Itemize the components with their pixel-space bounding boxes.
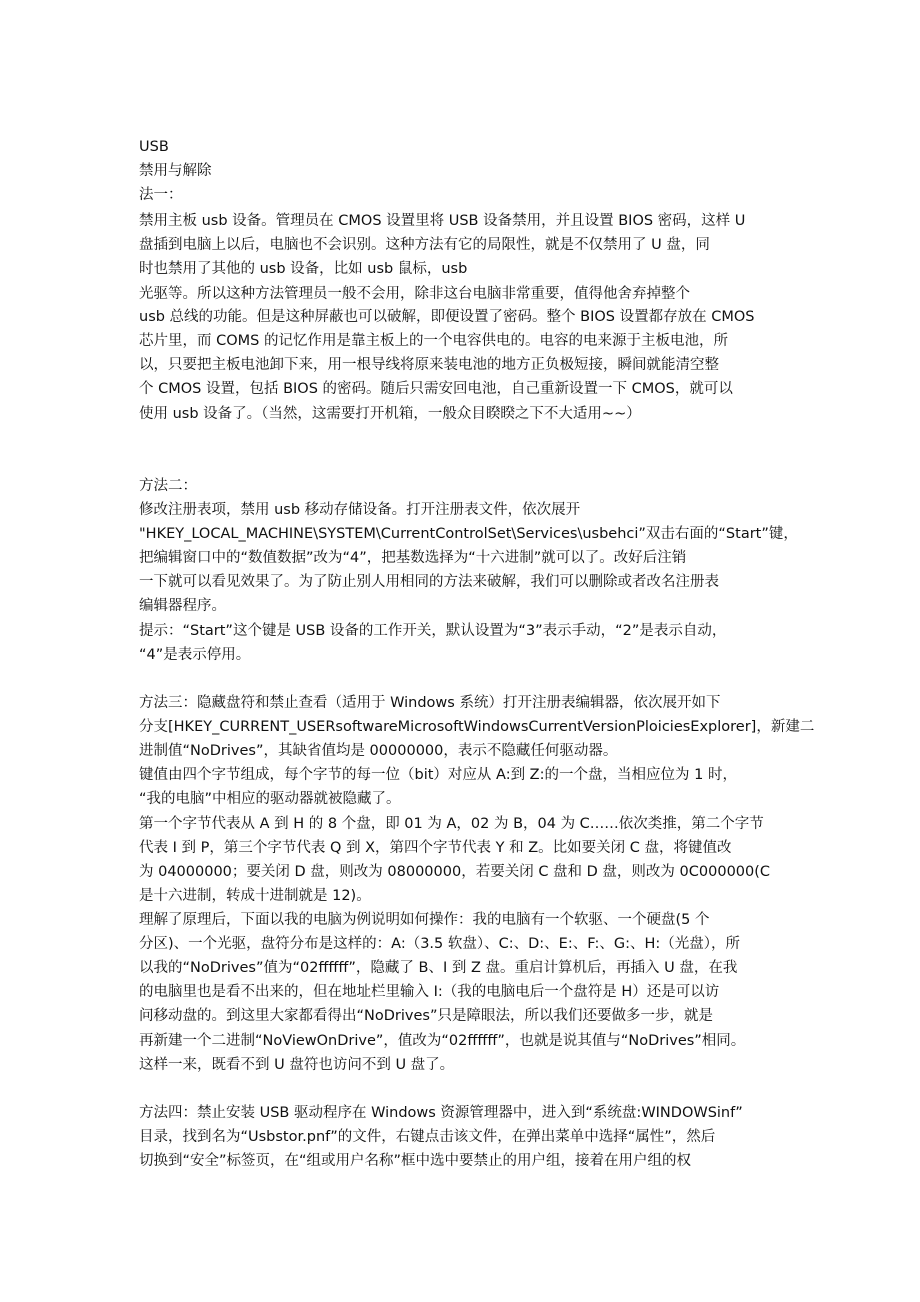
method3-line: 键值由四个字节组成，每个字节的每一位（bit）对应从 A:到 Z:的一个盘，当相应位为 1 时，: [139, 767, 737, 783]
method2-line: "HKEY_LOCAL_MACHINE\SYSTEM\CurrentControlSet\Services\usbehci”双击右面的“Start”键，: [139, 526, 798, 542]
method3-line: 问移动盘的。到这里大家都看得出“NoDrives”只是障眼法，所以我们还要做多一步，就是: [139, 1008, 713, 1024]
method1-line: 以，只要把主板电池卸下来，用一根导线将原来装电池的地方正负极短接，瞬间就能清空整: [139, 357, 719, 373]
method3-line: 为 04000000；要关闭 D 盘，则改为 08000000，若要关闭 C 盘和 D 盘，则改为 0C000000(C: [139, 864, 771, 880]
method1-heading: 法一：: [139, 187, 183, 203]
method1-line: 时也禁用了其他的 usb 设备，比如 usb 鼠标，usb: [139, 261, 468, 277]
method3-line: 理解了原理后，下面以我的电脑为例说明如何操作：我的电脑有一个软驱、一个硬盘(5 个: [139, 912, 710, 928]
method1-line: 禁用主板 usb 设备。管理员在 CMOS 设置里将 USB 设备禁用，并且设置 BIOS 密码，这样 U: [139, 213, 746, 229]
method1-line: 使用 usb 设备了。（当然，这需要打开机箱，一般众目睽睽之下不大适用~~）: [139, 406, 641, 422]
method3-line: 以我的“NoDrives”值为“02ffffff”，隐藏了 B、I 到 Z 盘。重启计算机后，再插入 U 盘，在我: [139, 960, 738, 976]
title-line: USB: [139, 139, 169, 155]
method1-line: usb 总线的功能。但是这种屏蔽也可以破解，即便设置了密码。整个 BIOS 设置都存放在 CMOS: [139, 309, 755, 325]
method3-line: 的电脑里也是看不出来的，但在地址栏里输入 I:（我的电脑电后一个盘符是 H）还是可以访: [139, 984, 720, 1000]
method4-line: 切换到“安全”标签页，在“组或用户名称”框中选中要禁止的用户组，接着在用户组的权: [139, 1153, 692, 1169]
method3-line: 再新建一个二进制“NoViewOnDrive”，值改为“02ffffff”，也就是说其值与“NoDrives”相同。: [139, 1033, 746, 1049]
method2-line: 把编辑窗口中的“数值数据”改为“4”，把基数选择为“十六进制”就可以了。改好后注销: [139, 550, 687, 566]
method1-line: 光驱等。所以这种方法管理员一般不会用，除非这台电脑非常重要，值得他舍弃掉整个: [139, 286, 690, 302]
title-line: 禁用与解除: [139, 163, 212, 179]
method3-line: 第一个字节代表从 A 到 H 的 8 个盘，即 01 为 A，02 为 B，04 为 C……依次类推，第二个字节: [139, 816, 764, 832]
method2-line: 编辑器程序。: [139, 598, 226, 614]
method2-line: “4”是表示停用。: [139, 647, 251, 663]
method3-line: 分支[HKEY_CURRENT_USERsoftwareMicrosoftWindowsCurrentVersionPloiciesExplorer]，新建二: [139, 719, 815, 735]
method2-line: 修改注册表项，禁用 usb 移动存储设备。打开注册表文件，依次展开: [139, 502, 581, 518]
method4-line: 目录，找到名为“Usbstor.pnf”的文件，右键点击该文件，在弹出菜单中选择“属性”，然后: [139, 1129, 716, 1145]
method2-line: 一下就可以看见效果了。为了防止别人用相同的方法来破解，我们可以删除或者改名注册表: [139, 574, 719, 590]
method1-line: 个 CMOS 设置，包括 BIOS 的密码。随后只需安回电池，自己重新设置一下 CMOS，就可以: [139, 381, 733, 397]
method2-heading: 方法二：: [139, 478, 197, 494]
method1-line: 盘插到电脑上以后，电脑也不会识别。这种方法有它的局限性，就是不仅禁用了 U 盘，同: [139, 237, 710, 253]
method3-line: 是十六进制，转成十进制就是 12)。: [139, 888, 371, 904]
method3-line: 进制值“NoDrives”，其缺省值均是 00000000，表示不隐藏任何驱动器。: [139, 743, 618, 759]
method1-line: 芯片里，而 COMS 的记忆作用是靠主板上的一个电容供电的。电容的电来源于主板电池，所: [139, 333, 728, 349]
method3-line: 分区)、一个光驱，盘符分布是这样的：A:（3.5 软盘）、C:、D:、E:、F:、G:、H:（光盘），所: [139, 936, 740, 952]
method3-line: 代表 I 到 P，第三个字节代表 Q 到 X，第四个字节代表 Y 和 Z。比如要关闭 C 盘，将键值改: [139, 840, 732, 856]
method3-line: 这样一来，既看不到 U 盘符也访问不到 U 盘了。: [139, 1057, 455, 1073]
method3-line: “我的电脑”中相应的驱动器就被隐藏了。: [139, 791, 401, 807]
method3-line: 方法三：隐藏盘符和禁止查看（适用于 Windows 系统）打开注册表编辑器，依次展开如下: [139, 695, 721, 711]
method2-line: 提示：“Start”这个键是 USB 设备的工作开关，默认设置为“3”表示手动，“2”是表示自动，: [139, 623, 727, 639]
method4-line: 方法四：禁止安装 USB 驱动程序在 Windows 资源管理器中，进入到“系统盘:WINDOWSinf”: [139, 1105, 743, 1121]
